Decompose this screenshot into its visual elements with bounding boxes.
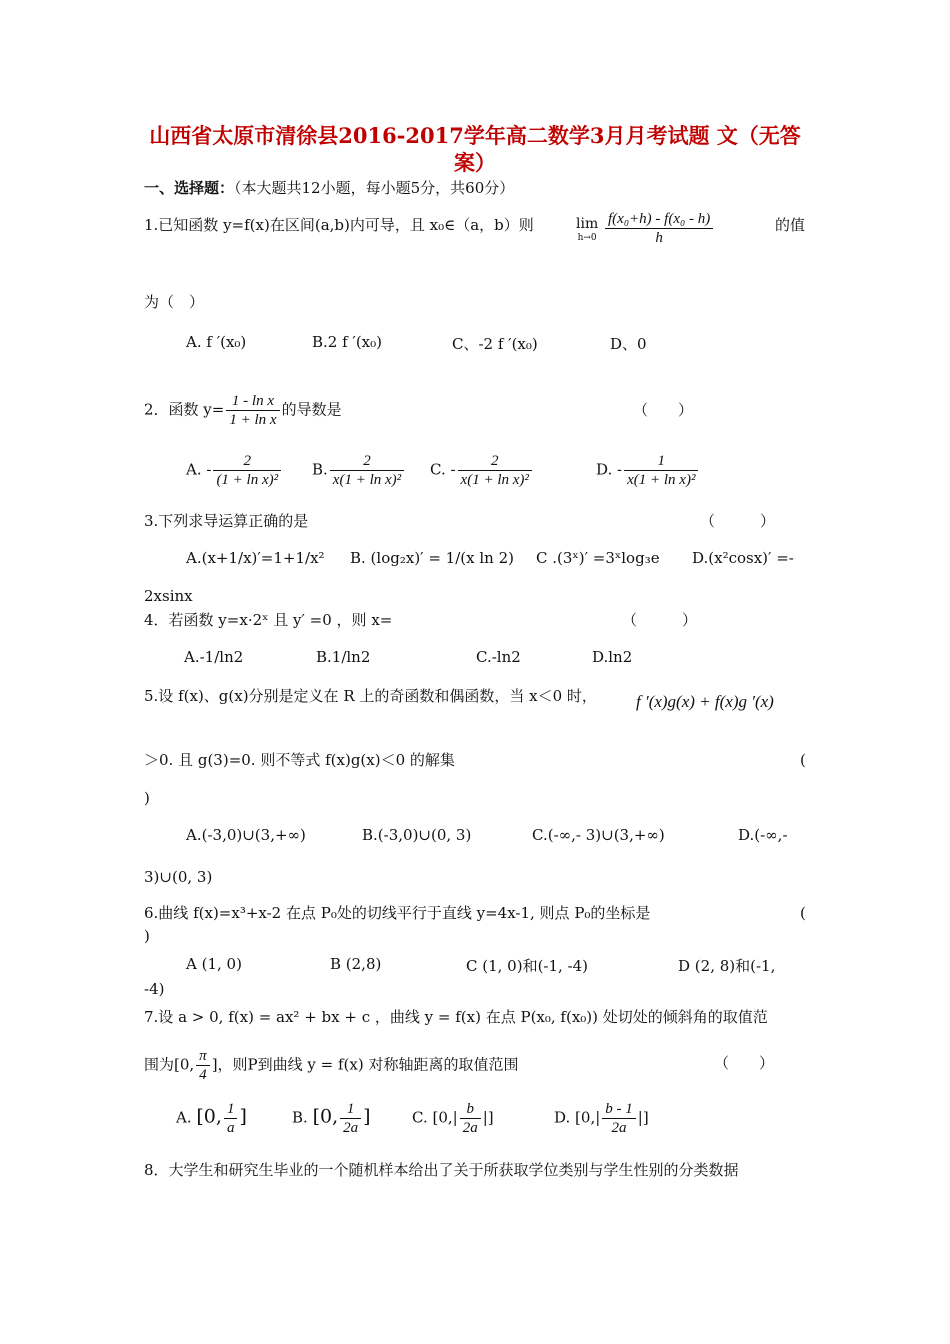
q5-paren-close: ) [144,789,150,807]
q5-option-b: B.(-3,0)∪(0, 3) [362,826,472,844]
q2-suffix: 的导数是 [281,400,342,419]
q5-formula: f ′(x)g(x) + f(x)g ′(x) [636,692,774,711]
q7-b-post: ] [363,1105,371,1128]
q2-b-num: 2 [330,452,404,471]
q7-c-label: C. [412,1108,428,1127]
q5-option-d: D.(-∞,- [738,826,788,844]
q2-d-den: x(1 + ln x)² [627,472,696,488]
q2-b-label: B. [312,460,328,479]
q3-option-a: A.(x+1/x)′=1+1/x² [186,549,325,567]
q2-d-label: D. - [596,460,623,479]
q2-frac-den: 1 + ln x [229,412,277,428]
q6-option-b: B (2,8) [330,955,382,973]
q7-a-label: A. [176,1108,192,1127]
q7-text: 7.设 a > 0, f(x) = ax² + bx + c ，曲线 y = f(x) 在点 P(x₀, f(x₀)) 处切处的倾斜角的取值范 [144,1008,768,1026]
q7-pi-fraction [196,1047,210,1084]
q4-option-d: D.ln2 [592,648,633,666]
q3-option-d: D.(x²cosx)′ =- [692,549,794,567]
q7-option-b [292,1100,371,1137]
q3-option-c: C .(3ˣ)′ =3ˣlog₃e [536,549,660,567]
q4-option-c: C.-ln2 [476,648,521,666]
q7-option-c [412,1100,494,1137]
q6-text: 6.曲线 f(x)=x³+x-2 在点 P₀处的切线平行于直线 y=4x-1, 则点 P₀的坐标是 [144,904,651,922]
q2-b-den: x(1 + ln x)² [332,472,402,488]
q4-option-b: B.1/ln2 [316,648,371,666]
q2-fraction [226,392,279,429]
q7-c-pre: [0,| [432,1108,458,1127]
q7-cont-prefix: 围为[0, [144,1055,195,1074]
q7-cont-suffix: ]，则P到曲线 y = f(x) 对称轴距离的取值范围 [211,1055,519,1074]
q7-d-fraction [602,1100,636,1137]
q1-fraction [605,210,713,247]
q7-b-num: 1 [340,1100,361,1119]
q7-cont [144,1047,518,1084]
q1-option-d: D、0 [610,335,647,353]
q2-c-label: C. - [430,460,456,479]
q2-c-den: x(1 + ln x)² [460,472,529,488]
q7-four: 4 [199,1067,207,1083]
q2-c-num: 2 [458,452,532,471]
q7-a-fraction [224,1100,238,1137]
q7-pi: π [196,1047,210,1066]
q2-a-label: A. - [186,460,212,479]
q7-d-num: b - 1 [602,1100,636,1119]
q1-lim-sub: h→0 [577,233,597,243]
q5-option-c: C.(-∞,- 3)∪(3,+∞) [532,826,665,844]
q7-paren: （ ） [714,1054,775,1072]
q2-option-b [312,452,406,489]
q2-c-fraction [458,452,532,489]
q2-option-d [596,452,700,489]
q7-a-pre: [0, [196,1105,222,1128]
q6-paren-open: ( [800,904,806,922]
q1-lim-symbol [576,214,598,243]
q6-paren-close: ) [144,927,150,945]
q7-a-num: 1 [224,1100,238,1119]
q6-option-a: A (1, 0) [186,955,242,973]
q2-prefix: 2．函数 y= [144,400,225,419]
q7-b-label: B. [292,1108,308,1127]
q7-c-post: |] [482,1108,494,1127]
section-label: 一、选择题： [144,179,235,197]
q4-paren: （ ） [622,611,698,629]
q3-option-d-cont: 2xsinx [144,587,193,605]
q7-d-label: D. [554,1108,571,1127]
q7-a-den: a [226,1120,235,1136]
q6-option-d: D (2, 8)和(-1, [678,957,776,975]
q5-paren-open: ( [800,751,806,769]
q2-d-num: 1 [624,452,698,471]
q6-option-c: C (1, 0)和(-1, -4) [466,957,589,975]
q1-option-c: C、-2 f ′(x₀) [452,335,538,353]
q2-frac-num: 1 - ln x [226,392,279,411]
q2-option-c [430,452,534,489]
q5-option-a: A.(-3,0)∪(3,+∞) [186,826,306,844]
q7-a-post: ] [239,1105,247,1128]
q7-option-d [554,1100,649,1137]
q7-b-fraction [340,1100,361,1137]
q2-text [144,392,342,429]
q7-c-den: 2a [462,1120,478,1136]
q3-option-b: B. (log₂x)′ = 1/(x ln 2) [350,549,514,567]
q3-text: 3.下列求导运算正确的是 [144,512,309,530]
q1-lim-word: lim [576,216,599,232]
section-heading [144,178,514,198]
q4-text: 4．若函数 y=x·2ˣ 且 y′ =0 ，则 x= [144,611,393,629]
q2-paren: （ ） [633,401,694,419]
q7-d-pre: [0,| [575,1108,601,1127]
q1-frac-num: f(x₀+h) - f(x₀ - h) [605,210,713,229]
q1-option-a: A. f ′(x₀) [186,333,247,351]
q7-d-post: |] [637,1108,649,1127]
q8-text: 8．大学生和研究生毕业的一个随机样本给出了关于所获取学位类别与学生性别的分类数据 [144,1161,739,1179]
q5-option-d-cont: 3)∪(0, 3) [144,868,213,886]
q1-option-b: B.2 f ′(x₀) [312,333,383,351]
q7-b-den: 2a [343,1120,359,1136]
q1-text: 1.已知函数 y=f(x)在区间(a,b)内可导，且 x₀∈（a，b）则 [144,216,534,234]
q5-cont: ＞0. 且 g(3)=0. 则不等式 f(x)g(x)＜0 的解集 [144,751,455,769]
q7-b-pre: [0, [312,1105,339,1128]
q6-option-d-cont: -4) [144,980,165,998]
q7-d-den: 2a [611,1120,627,1136]
section-desc: （本大题共12小题，每小题5分，共60分） [234,179,515,197]
q4-option-a: A.-1/ln2 [184,648,244,666]
q2-option-a [186,452,283,489]
q7-c-fraction [460,1100,481,1137]
q1-tail: 的值 [775,216,806,234]
q5-text: 5.设 f(x)、g(x)分别是定义在 R 上的奇函数和偶函数，当 x＜0 时， [144,687,597,705]
q1-frac-den: h [655,230,663,246]
q3-paren: （ ） [700,512,776,530]
q7-option-a [176,1100,247,1137]
q2-a-den: (1 + ln x)² [216,472,279,488]
q2-a-fraction [213,452,281,489]
page-title: 山西省太原市清徐县2016-2017学年高二数学3月月考试题 文（无答案） [149,123,801,175]
q2-a-num: 2 [213,452,281,471]
q1-limit [576,210,715,247]
q7-c-num: b [460,1100,481,1119]
q1-cont: 为（ ） [144,293,205,311]
q2-d-fraction [624,452,698,489]
q2-b-fraction [330,452,404,489]
